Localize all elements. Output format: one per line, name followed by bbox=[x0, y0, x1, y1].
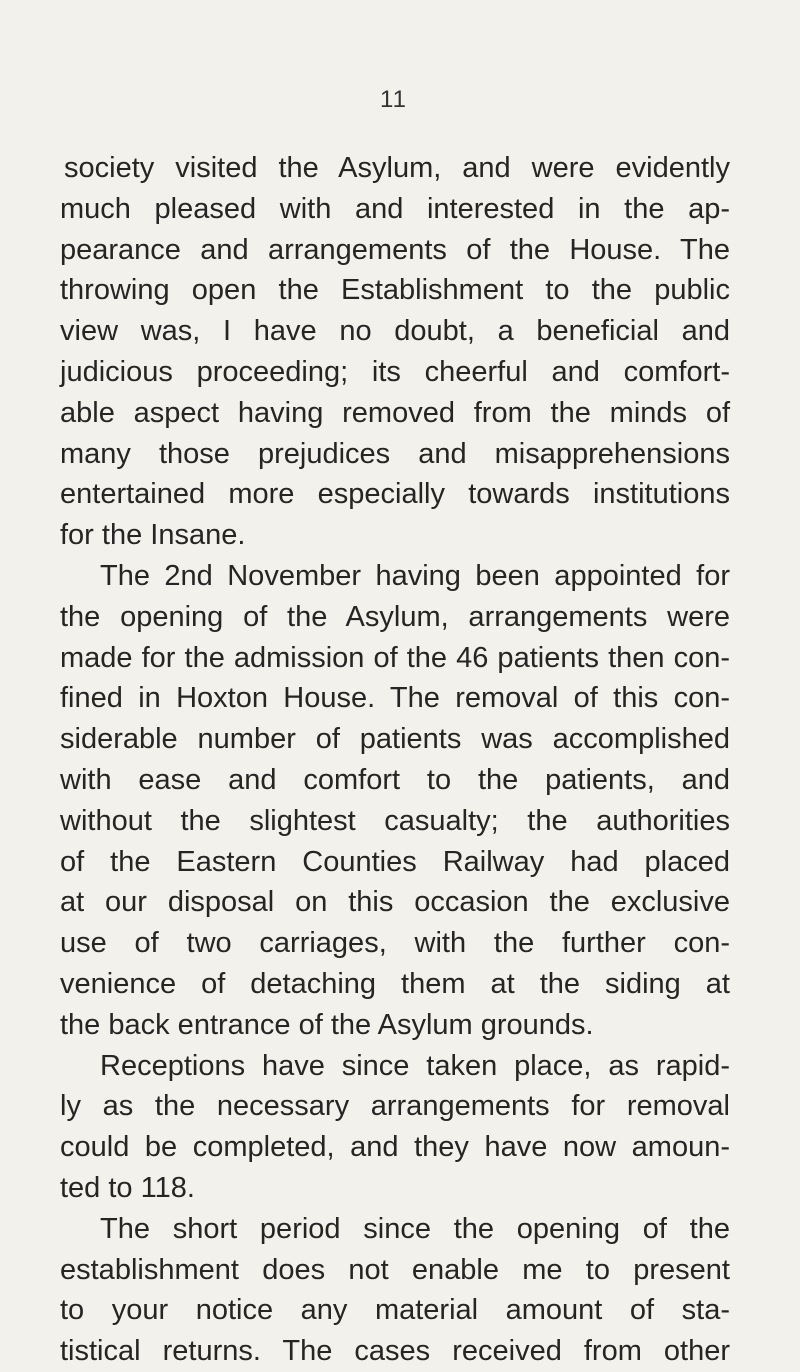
text-line: for the Insane. bbox=[60, 519, 246, 552]
text-line: much pleased with and interested in the ap- bbox=[60, 192, 730, 225]
text-line: many those prejudices and misapprehensions bbox=[60, 437, 730, 470]
text-line: ted to 118. bbox=[60, 1171, 195, 1204]
text-line: could be completed, and they have now amoun- bbox=[60, 1131, 730, 1164]
text-line: able aspect having removed from the minds of bbox=[60, 396, 730, 429]
text-line: judicious proceeding; its cheerful and comfort- bbox=[60, 355, 730, 388]
page-number: 11 bbox=[380, 86, 407, 113]
paragraph-start-line: The 2nd November having been appointed for bbox=[100, 559, 730, 592]
text-line: fined in Hoxton House. The removal of this con- bbox=[60, 682, 730, 715]
text-line: with ease and comfort to the patients, and bbox=[60, 763, 730, 796]
text-line: the back entrance of the Asylum grounds. bbox=[60, 1008, 594, 1041]
text-line: without the slightest casualty; the authorities bbox=[60, 804, 730, 837]
text-line: throwing open the Establishment to the public bbox=[60, 274, 730, 307]
text-line: view was, I have no doubt, a beneficial and bbox=[60, 315, 730, 348]
text-line: venience of detaching them at the siding at bbox=[60, 967, 730, 1000]
text-line: siderable number of patients was accomplished bbox=[60, 723, 730, 756]
text-line: to your notice any material amount of sta- bbox=[60, 1294, 730, 1327]
text-line: entertained more especially towards institutions bbox=[60, 478, 730, 511]
text-line: ly as the necessary arrangements for removal bbox=[60, 1090, 730, 1123]
text-line: society visited the Asylum, and were evidently bbox=[64, 152, 730, 184]
text-line: made for the admission of the 46 patients then con- bbox=[60, 641, 730, 674]
paragraph-start-line: Receptions have since taken place, as rapid- bbox=[100, 1049, 730, 1082]
text-line: of the Eastern Counties Railway had placed bbox=[60, 845, 730, 878]
paragraph-start-line: The short period since the opening of the bbox=[100, 1212, 730, 1245]
text-line: at our disposal on this occasion the exclusive bbox=[60, 886, 730, 919]
text-line: tistical returns. The cases received from other bbox=[60, 1335, 730, 1368]
text-line: use of two carriages, with the further con- bbox=[60, 927, 730, 960]
body-text bbox=[60, 148, 730, 1372]
text-line: establishment does not enable me to present bbox=[60, 1253, 730, 1286]
text-line: pearance and arrangements of the House. The bbox=[60, 233, 730, 266]
text-line: the opening of the Asylum, arrangements were bbox=[60, 600, 730, 633]
